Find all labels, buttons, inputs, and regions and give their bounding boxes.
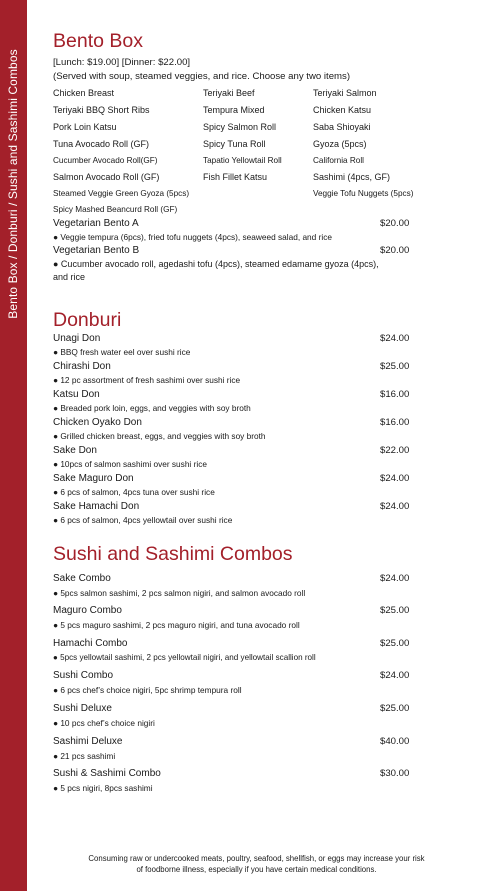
bento-note: (Served with soup, steamed veggies, and rice. Choose any two items) [53,71,351,82]
bento-option: Tuna Avocado Roll (GF) [53,139,150,149]
menu-item-price: $16.00 [380,417,410,428]
bento-option: Teriyaki BBQ Short Ribs [53,105,150,115]
menu-item-name: Katsu Don [53,389,100,400]
bento-option: Spicy Tuna Roll [203,139,266,149]
combos-title: Sushi and Sashimi Combos [53,543,293,565]
menu-item-name: Sushi Deluxe [53,703,112,714]
menu-item-desc: ● 6 pcs of salmon, 4pcs tuna over sushi rice [53,487,215,497]
menu-item-name: Chicken Oyako Don [53,417,142,428]
menu-item-name: Sushi Combo [53,670,114,681]
menu-item-desc: ● 5pcs yellowtail sashimi, 2 pcs yellowtail nigiri, and yellowtail scallion roll [53,653,316,662]
bento-option: Sashimi (4pcs, GF) [313,172,391,182]
menu-item-desc: ● 6 pcs of salmon, 4pcs yellowtail over sushi rice [53,515,233,525]
bento-option: Saba Shioyaki [313,122,371,132]
veg-bento-b-name: Vegetarian Bento B [53,245,140,256]
menu-item-price: $22.00 [380,445,410,456]
menu-item-name: Sake Maguro Don [53,473,134,484]
bento-option: California Roll [313,156,364,165]
menu-item-desc: ● 5 pcs maguro sashimi, 2 pcs maguro nigiri, and tuna avocado roll [53,620,300,630]
menu-item-price: $40.00 [380,736,410,747]
footer-disclaimer: Consuming raw or undercooked meats, poultry, seafood, shellfish, or eggs may increase your risk [88,854,425,863]
bento-title: Bento Box [53,30,143,52]
veg-bento-b-desc: ● Cucumber avocado roll, agedashi tofu (4pcs), steamed edamame gyoza (4pcs), [53,259,379,269]
bento-option: Gyoza (5pcs) [313,139,367,149]
menu-item-name: Sake Combo [53,573,111,584]
menu-item-price: $24.00 [380,473,410,484]
bento-option: Chicken Breast [53,88,115,98]
menu-item-price: $25.00 [380,361,410,372]
menu-item-name: Sushi & Sashimi Combo [53,768,161,779]
bento-price-line: [Lunch: $19.00] [Dinner: $22.00] [53,57,191,68]
menu-item-name: Maguro Combo [53,605,122,616]
menu-item-desc: ● 6 pcs chef’s choice nigiri, 5pc shrimp tempura roll [53,685,242,695]
bento-option: Spicy Mashed Beancurd Roll (GF) [53,205,178,214]
veg-bento-a-name: Vegetarian Bento A [53,218,139,229]
veg-bento-b-price: $20.00 [380,245,410,256]
menu-item-price: $25.00 [380,638,410,649]
bento-option: Spicy Salmon Roll [203,122,277,132]
bento-option: Salmon Avocado Roll (GF) [53,172,160,182]
bento-option: Pork Loin Katsu [53,122,117,132]
menu-item-price: $25.00 [380,703,410,714]
menu-item-name: Hamachi Combo [53,638,128,649]
veg-bento-a-price: $20.00 [380,218,410,229]
menu-item-name: Sake Hamachi Don [53,501,140,512]
menu-item-name: Chirashi Don [53,361,111,372]
menu-item-desc: ● 5 pcs nigiri, 8pcs sashimi [53,783,153,793]
menu-item-desc: ● BBQ fresh water eel over sushi rice [53,347,191,357]
bento-option: Tempura Mixed [203,105,265,115]
menu-item-price: $16.00 [380,389,410,400]
bento-option: Fish Fillet Katsu [203,172,268,182]
menu-item-desc: ● Breaded pork loin, eggs, and veggies with soy broth [53,403,251,413]
veg-bento-a-desc: ● Veggie tempura (6pcs), fried tofu nuggets (4pcs), seaweed salad, and rice [53,232,332,242]
veg-bento-b-desc-cont: and rice [53,272,86,282]
menu-item-price: $30.00 [380,768,410,779]
sidebar-label: Bento Box / Donburi / Sushi and Sashimi Combos [6,49,20,319]
menu-item-name: Sashimi Deluxe [53,736,123,747]
bento-option: Teriyaki Beef [203,88,255,98]
bento-option: Tapatio Yellowtail Roll [203,156,282,165]
menu-item-desc: ● 21 pcs sashimi [53,751,116,761]
bento-option: Veggie Tofu Nuggets (5pcs) [313,189,414,198]
menu-item-desc: ● 10 pcs chef’s choice nigiri [53,718,155,728]
menu-item-price: $24.00 [380,333,410,344]
menu-item-desc: ● 5pcs salmon sashimi, 2 pcs salmon nigiri, and salmon avocado roll [53,588,306,598]
donburi-title: Donburi [53,309,122,331]
bento-option: Cucumber Avocado Roll(GF) [53,156,158,165]
bento-option: Steamed Veggie Green Gyoza (5pcs) [53,189,190,198]
menu-item-desc: ● 10pcs of salmon sashimi over sushi rice [53,459,207,469]
bento-option: Chicken Katsu [313,105,372,115]
menu-item-price: $24.00 [380,670,410,681]
menu-item-name: Unagi Don [53,333,101,344]
menu-item-name: Sake Don [53,445,97,456]
menu-item-price: $25.00 [380,605,410,616]
menu-item-desc: ● Grilled chicken breast, eggs, and veggies with soy broth [53,431,266,441]
menu-item-price: $24.00 [380,573,410,584]
menu-item-desc: ● 12 pc assortment of fresh sashimi over sushi rice [53,375,241,385]
bento-option: Teriyaki Salmon [313,88,377,98]
footer-disclaimer-cont: of foodborne illness, especially if you have certain medical conditions. [136,865,377,874]
menu-item-price: $24.00 [380,501,410,512]
